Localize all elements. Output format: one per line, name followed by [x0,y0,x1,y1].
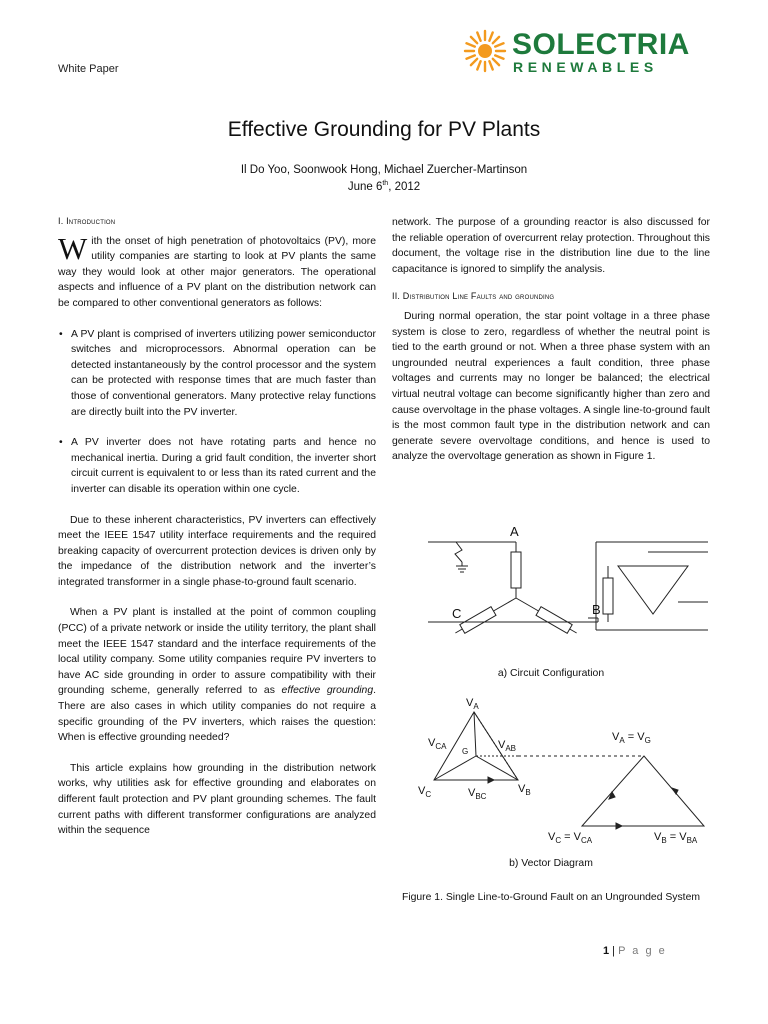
intro-text: ith the onset of high penetration of photovoltaics (PV), more utility companies are starting to look at PV plants the same way they would look at other major generators. The operational aspects and influence of a PV plant on the distribution network can be compared to other conventional generators as follows: [58,235,376,309]
label-text: = V [624,731,645,743]
logo-name: SOLECTRIA [512,28,690,61]
label-text: = V [561,831,581,843]
label-subscript: C [555,836,562,845]
intro-paragraph [58,230,376,312]
label-subscript: B [661,836,667,845]
label-text: V [466,697,474,709]
solectria-logo [462,26,692,76]
label-va-equals-vg [612,731,651,745]
figure-1-caption: Figure 1. Single Line-to-Ground Fault on an Ungrounded System [401,892,701,903]
label-text: V [518,783,526,795]
body-text: When a PV plant is installed at the point of common coupling (PCC) of a private network or inside the utility territory, the plant shall meet the IEEE 1547 standard and the interface requirements of the local utility company. Some utility companies require PV inverters to have AC side grounding in order to assure compatibility with their grounding scheme, generally referred to as [58,607,376,697]
bullet-text: A PV plant is comprised of inverters utilizing power semiconductor switches and microprocessors. Abnormal operation can be detected instantaneously by the control processor and the system can be protected with response times that are much faster than those of conventional generators. Many protective relay functions are directly built into the PV inverter. [71,328,376,418]
node-label-b: B [592,602,601,617]
logo-subtitle: RENEWABLES [513,59,658,75]
label-subscript: CA [581,836,593,845]
body-paragraph: This article explains how grounding in the distribution network works, why utilities ask for effective grounding and elaborates on different fault protection and PV plant grounding schemes. The fault current paths with different transformer configurations are analyzed within the sequence [58,762,376,837]
node-label-a: A [510,524,519,539]
page-number [603,945,667,957]
bullet-dot-icon: • [59,437,63,449]
label-subscript: BA [686,836,698,845]
label-g: G [462,747,469,756]
page-word: P a g e [618,945,667,957]
left-column [58,214,376,839]
label-text: V [418,785,426,797]
bullet-dot-icon: • [59,328,63,340]
body-paragraph: network. The purpose of a grounding reactor is also discussed for the reliable operation of overcurrent relay protection. Throughout this document, the voltage rise in the distribution line due to the line capacitance is ignored to simplify the analysis. [392,217,710,275]
label-subscript: A [619,736,625,745]
label-subscript: BC [475,792,487,801]
drop-cap: W [58,230,88,266]
figure-a-caption: a) Circuit Configuration [497,668,605,679]
paper-authors: Il Do Yoo, Soonwook Hong, Michael Zuercher-Martinson [240,164,528,176]
label-subscript: AB [505,744,517,753]
label-subscript: CA [435,742,447,751]
date-suffix: th [382,180,389,187]
body-paragraph [58,605,376,745]
bullet-item [58,327,376,421]
sun-icon [462,28,508,74]
label-vb [518,783,531,797]
emphasis-text: effective grounding [281,685,374,697]
figure-b-caption: b) Vector Diagram [509,858,593,869]
label-text: = V [666,831,687,843]
label-text: V [612,731,620,743]
label-vca [428,737,447,751]
label-vc-equals-vca [548,831,593,845]
label-subscript: C [425,790,432,799]
right-column [392,215,710,465]
label-text: V [498,739,506,751]
document-type-label: White Paper [58,63,119,75]
label-subscript: B [525,788,531,797]
bullet-item [58,435,376,497]
label-text: V [548,831,556,843]
body-text: . There are also cases in which utility companies do not require a specific grounding of the PV inverters, which raises the question: When is effective grounding needed? [58,685,376,744]
bullet-text: A PV inverter does not have rotating parts and hence no mechanical inertia. During a grid fault condition, the inverter short circuit current is equivalent to or less than its rated current and the inverter can disable its operation within one cycle. [71,437,376,495]
label-text: V [428,737,436,749]
bullet-list [58,327,376,498]
label-vc [418,785,431,799]
label-vbc [468,787,487,801]
paper-title: Effective Grounding for PV Plants [227,118,541,141]
body-paragraph: During normal operation, the star point voltage in a three phase system is close to zero, regardless of whether the neutral point is tied to the earth ground or not. When a three phase system with an ungrounded neutral experiences a fault condition, three phase voltages and currents may no longer be balanced; the electrical virtual neutral voltage can become significantly higher than zero and cause overvoltage in the phase voltages. A single line-to-ground fault is the most common fault type in the distribution network and can generate severe overvoltage conditions, and hence is used to analyze the overvoltage generation as shown in Figure 1. [392,310,710,463]
label-text: V [654,831,662,843]
circuit-configuration-diagram [418,522,718,640]
page-number-value: 1 [603,945,610,957]
label-subscript: G [644,736,651,745]
label-text: V [468,787,476,799]
body-paragraph: Due to these inherent characteristics, PV inverters can effectively meet the IEEE 1547 utility interface requirements and the required breaking capacity of overcurrent protection devices is driven only by the impedance of the distribution network and the inverter’s integrated transformer in a single phase-to-ground fault scenario. [58,514,376,588]
label-vab [498,739,516,753]
date-month-day: June 6 [347,180,383,193]
page-separator: | [609,945,619,957]
label-vb-equals-vba [654,831,698,845]
label-subscript: A [473,702,479,711]
date-year: , 2012 [388,180,421,193]
vector-diagram [414,696,720,848]
label-va [466,697,479,711]
section-heading-faults: II. Distribution Line Faults and grounding [392,291,555,302]
paper-date [0,180,768,193]
section-heading-introduction: I. Introduction [58,216,116,226]
node-label-c: C [452,606,462,621]
